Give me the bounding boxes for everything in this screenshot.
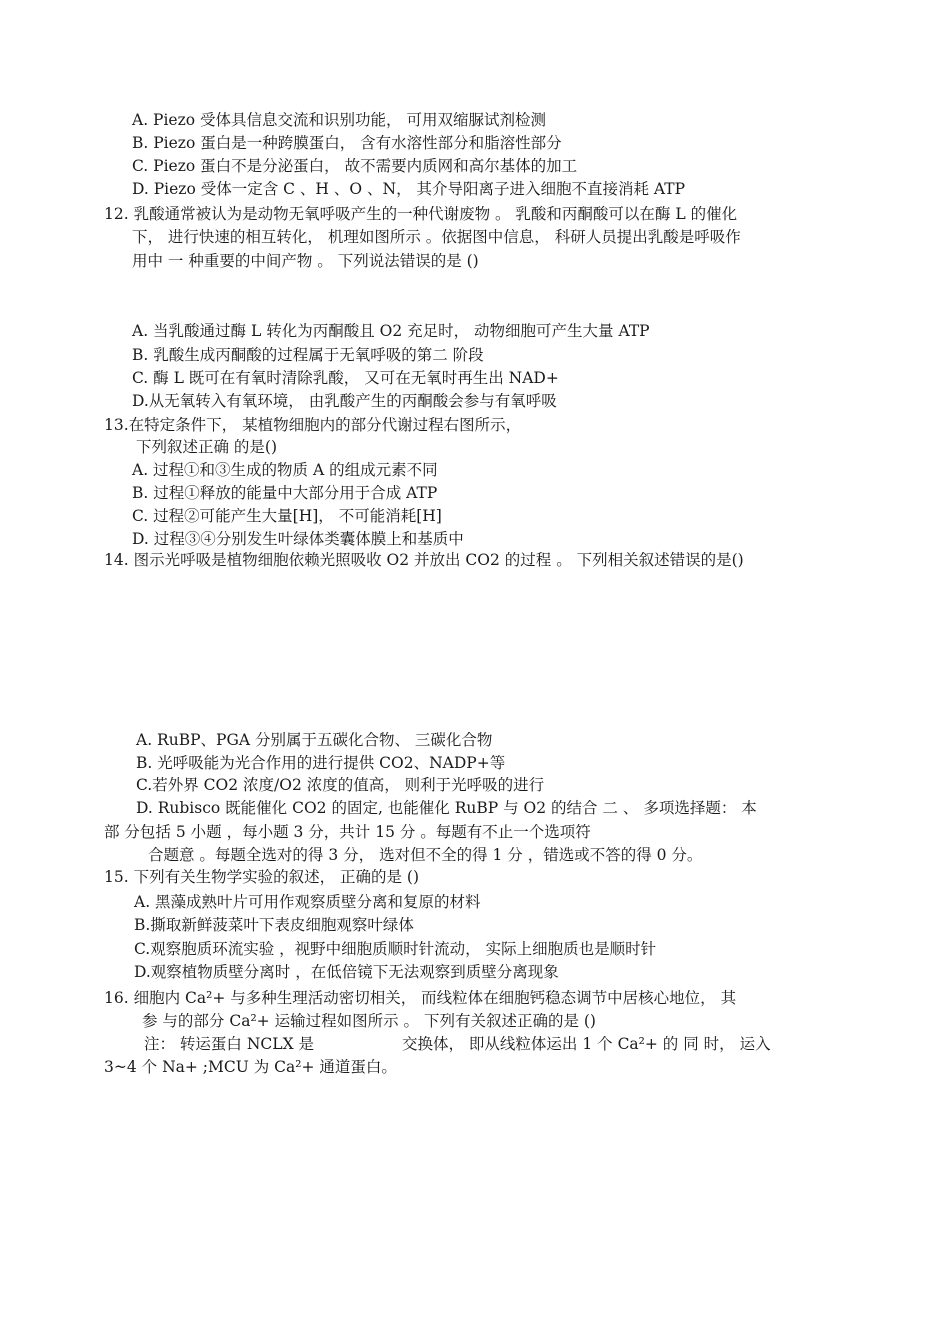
q14-option-c: C.若外界 CO2 浓度/O2 浓度的值高， 则利于光呼吸的进行 bbox=[136, 776, 545, 794]
q12-option-b: B. 乳酸生成丙酮酸的过程属于无氧呼吸的第二 阶段 bbox=[132, 346, 484, 364]
q16-stem-line1: 16. 细胞内 Ca²+ 与多种生理活动密切相关， 而线粒体在细胞钙稳态调节中居核心地位， 其 bbox=[104, 989, 737, 1007]
q13-option-b: B. 过程①释放的能量中大部分用于合成 ATP bbox=[132, 484, 438, 502]
q16-note-line1-end: 交换体， 即从线粒体运出 1 个 Ca²+ 的 同 时， 运入 bbox=[402, 1035, 771, 1053]
q13-stem-line2: 下列叙述正确 的是() bbox=[136, 438, 278, 456]
q13-stem-line1: 13.在特定条件下， 某植物细胞内的部分代谢过程右图所示， bbox=[104, 416, 522, 434]
q11-option-a: A. Piezo 受体具信息交流和识别功能， 可用双缩脲试剂检测 bbox=[132, 111, 546, 129]
q12-option-a: A. 当乳酸通过酶 L 转化为丙酮酸且 O2 充足时， 动物细胞可产生大量 ATP bbox=[132, 322, 650, 340]
q15-option-b: B.撕取新鲜菠菜叶下表皮细胞观察叶绿体 bbox=[134, 916, 414, 934]
q12-stem-line2: 下， 进行快速的相互转化， 机理如图所示 。依据图中信息， 科研人员提出乳酸是呼吸作 bbox=[132, 228, 741, 246]
q11-option-d: D. Piezo 受体一定含 C 、H 、O 、N， 其介导阳离子进入细胞不直接消耗 ATP bbox=[132, 180, 686, 198]
q15-stem: 15. 下列有关生物学实验的叙述， 正确的是 () bbox=[104, 868, 420, 886]
q16-note-line2: 3~4 个 Na+ ;MCU 为 Ca²+ 通道蛋白。 bbox=[104, 1058, 397, 1076]
q13-option-d: D. 过程③④分别发生叶绿体类囊体膜上和基质中 bbox=[132, 530, 464, 548]
q15-option-a: A. 黑藻成熟叶片可用作观察质壁分离和复原的材料 bbox=[134, 893, 481, 911]
q12-stem-line1: 12. 乳酸通常被认为是动物无氧呼吸产生的一种代谢废物 。 乳酸和丙酮酸可以在酶 L 的催化 bbox=[104, 205, 738, 223]
q14-option-d: D. Rubisco 既能催化 CO2 的固定, 也能催化 RuBP 与 O2 的结合 二 、 多项选择题： 本 bbox=[136, 799, 757, 817]
q12-stem-line3: 用中 一 种重要的中间产物 。 下列说法错误的是 () bbox=[132, 252, 479, 270]
q14-stem: 14. 图示光呼吸是植物细胞依赖光照吸收 O2 并放出 CO2 的过程 。 下列相关叙述错误的是() bbox=[104, 551, 744, 569]
q16-note-line1-start: 注： 转运蛋白 NCLX 是 bbox=[144, 1035, 315, 1053]
q15-option-c: C.观察胞质环流实验 ，视野中细胞质顺时针流动， 实际上细胞质也是顺时针 bbox=[134, 940, 657, 958]
q12-option-c: C. 酶 L 既可在有氧时清除乳酸， 又可在无氧时再生出 NAD+ bbox=[132, 369, 559, 387]
section2-instructions-line2: 合题意 。每题全选对的得 3 分， 选对但不全的得 1 分 ，错选或不答的得 0 分。 bbox=[148, 846, 703, 864]
q11-option-c: C. Piezo 蛋白不是分泌蛋白， 故不需要内质网和高尔基体的加工 bbox=[132, 157, 578, 175]
q12-option-d: D.从无氧转入有氧环境， 由乳酸产生的丙酮酸会参与有氧呼吸 bbox=[132, 392, 557, 410]
q11-option-b: B. Piezo 蛋白是一种跨膜蛋白， 含有水溶性部分和脂溶性部分 bbox=[132, 134, 562, 152]
q14-option-a: A. RuBP、PGA 分别属于五碳化合物、 三碳化合物 bbox=[136, 731, 493, 749]
q13-option-c: C. 过程②可能产生大量[H]， 不可能消耗[H] bbox=[132, 507, 442, 525]
q13-option-a: A. 过程①和③生成的物质 A 的组成元素不同 bbox=[132, 461, 438, 479]
q15-option-d: D.观察植物质壁分离时 ，在低倍镜下无法观察到质壁分离现象 bbox=[134, 963, 559, 981]
q16-stem-line2: 参 与的部分 Ca²+ 运输过程如图所示 。 下列有关叙述正确的是 () bbox=[142, 1012, 596, 1030]
section2-instructions-line1: 部 分包括 5 小题 ，每小题 3 分，共计 15 分 。每题有不止一个选项符 bbox=[104, 823, 591, 841]
q14-option-b: B. 光呼吸能为光合作用的进行提供 CO2、NADP+等 bbox=[136, 754, 506, 772]
